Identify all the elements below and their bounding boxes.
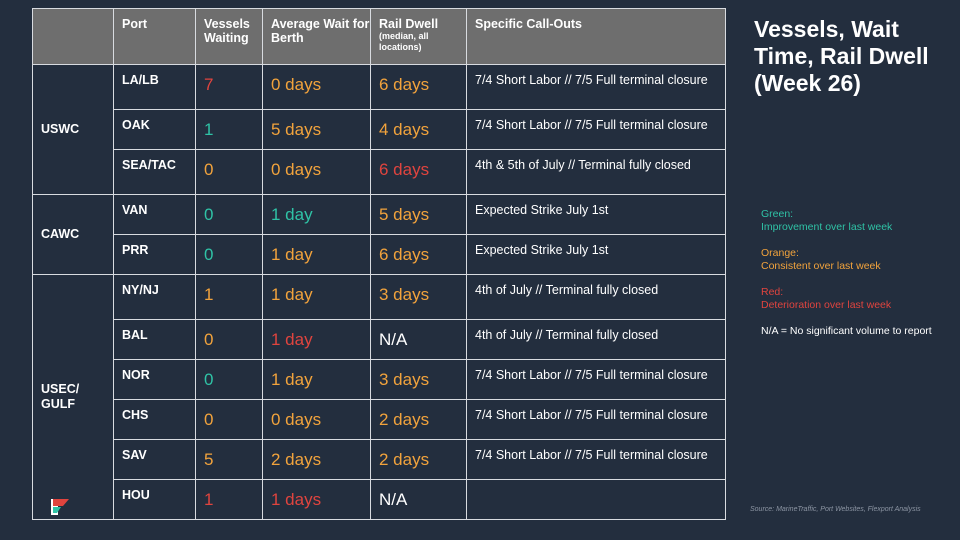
port-cell: PRR: [114, 235, 196, 275]
header-rail-dwell-label: Rail Dwell: [379, 17, 439, 31]
vessels-cell: 7: [196, 65, 263, 110]
table-row: [33, 440, 726, 480]
wait-cell: 1 days: [263, 480, 371, 520]
callout-cell: 7/4 Short Labor // 7/5 Full terminal closure: [467, 400, 726, 440]
rail-cell: 2 days: [371, 440, 467, 480]
vessels-cell: 1: [196, 480, 263, 520]
port-cell: NOR: [114, 360, 196, 400]
callout-cell: 4th & 5th of July // Terminal fully closed: [467, 150, 726, 195]
header-rail-dwell-sub: (median, all locations): [379, 31, 429, 52]
color-legend: [761, 208, 956, 338]
rail-cell: 4 days: [371, 110, 467, 150]
vessels-cell: 0: [196, 400, 263, 440]
port-cell: LA/LB: [114, 65, 196, 110]
table-row: [33, 235, 726, 275]
port-cell: VAN: [114, 195, 196, 235]
header-rail-dwell: [371, 9, 467, 65]
table-row: [33, 195, 726, 235]
table-row: [33, 360, 726, 400]
header-port: Port: [114, 9, 196, 65]
table-row: [33, 275, 726, 320]
rail-cell: N/A: [371, 320, 467, 360]
vessels-cell: 0: [196, 195, 263, 235]
rail-cell: 3 days: [371, 275, 467, 320]
wait-cell: 0 days: [263, 150, 371, 195]
port-cell: SEA/TAC: [114, 150, 196, 195]
rail-cell: 6 days: [371, 235, 467, 275]
wait-cell: 1 day: [263, 235, 371, 275]
table-row: [33, 110, 726, 150]
table-row: [33, 150, 726, 195]
callout-cell: Expected Strike July 1st: [467, 195, 726, 235]
header-region: [33, 9, 114, 65]
rail-cell: N/A: [371, 480, 467, 520]
region-uswc: USWC: [33, 65, 114, 195]
callout-cell: 7/4 Short Labor // 7/5 Full terminal closure: [467, 360, 726, 400]
rail-cell: 6 days: [371, 65, 467, 110]
port-cell: CHS: [114, 400, 196, 440]
legend-red-desc: Deterioration over last week: [761, 299, 892, 311]
legend-orange-desc: Consistent over last week: [761, 260, 881, 272]
callout-cell: 7/4 Short Labor // 7/5 Full terminal closure: [467, 65, 726, 110]
wait-cell: 1 day: [263, 360, 371, 400]
legend-red: [761, 286, 956, 312]
rail-cell: 6 days: [371, 150, 467, 195]
wait-cell: 0 days: [263, 400, 371, 440]
wait-cell: 5 days: [263, 110, 371, 150]
vessels-cell: 0: [196, 235, 263, 275]
port-cell: OAK: [114, 110, 196, 150]
port-status-table: [32, 8, 726, 520]
vessels-cell: 5: [196, 440, 263, 480]
flexport-logo-icon: [51, 499, 69, 515]
legend-na-note: N/A = No significant volume to report: [761, 325, 932, 337]
wait-cell: 0 days: [263, 65, 371, 110]
table-row: [33, 400, 726, 440]
rail-cell: 5 days: [371, 195, 467, 235]
callout-cell: 7/4 Short Labor // 7/5 Full terminal closure: [467, 440, 726, 480]
legend-red-title: Red:: [761, 286, 784, 298]
table-row: [33, 320, 726, 360]
wait-cell: 1 day: [263, 320, 371, 360]
callout-cell: [467, 480, 726, 520]
legend-orange-title: Orange:: [761, 247, 799, 259]
vessels-cell: 0: [196, 320, 263, 360]
legend-green-title: Green:: [761, 208, 794, 220]
rail-cell: 2 days: [371, 400, 467, 440]
table-header-row: [33, 9, 726, 65]
vessels-cell: 1: [196, 275, 263, 320]
slide-title: Vessels, Wait Time, Rail Dwell (Week 26): [754, 16, 929, 96]
rail-cell: 3 days: [371, 360, 467, 400]
region-usec-gulf: USEC/ GULF: [33, 275, 114, 520]
legend-green: [761, 208, 956, 234]
vessels-cell: 1: [196, 110, 263, 150]
port-cell: NY/NJ: [114, 275, 196, 320]
callout-cell: Expected Strike July 1st: [467, 235, 726, 275]
vessels-cell: 0: [196, 150, 263, 195]
legend-green-desc: Improvement over last week: [761, 221, 893, 233]
table-row: [33, 480, 726, 520]
header-vessels-waiting: Vessels Waiting: [196, 9, 263, 65]
port-cell: HOU: [114, 480, 196, 520]
header-call-outs: Specific Call-Outs: [467, 9, 726, 65]
legend-orange: [761, 247, 956, 273]
port-cell: SAV: [114, 440, 196, 480]
wait-cell: 1 day: [263, 195, 371, 235]
source-note: Source: MarineTraffic, Port Websites, Flexport Analysis: [750, 506, 921, 513]
wait-cell: 1 day: [263, 275, 371, 320]
callout-cell: 4th of July // Terminal fully closed: [467, 275, 726, 320]
wait-cell: 2 days: [263, 440, 371, 480]
vessels-cell: 0: [196, 360, 263, 400]
header-average-wait: Average Wait for Berth: [263, 9, 371, 65]
port-cell: BAL: [114, 320, 196, 360]
region-cawc: CAWC: [33, 195, 114, 275]
callout-cell: 4th of July // Terminal fully closed: [467, 320, 726, 360]
callout-cell: 7/4 Short Labor // 7/5 Full terminal closure: [467, 110, 726, 150]
table-row: [33, 65, 726, 110]
